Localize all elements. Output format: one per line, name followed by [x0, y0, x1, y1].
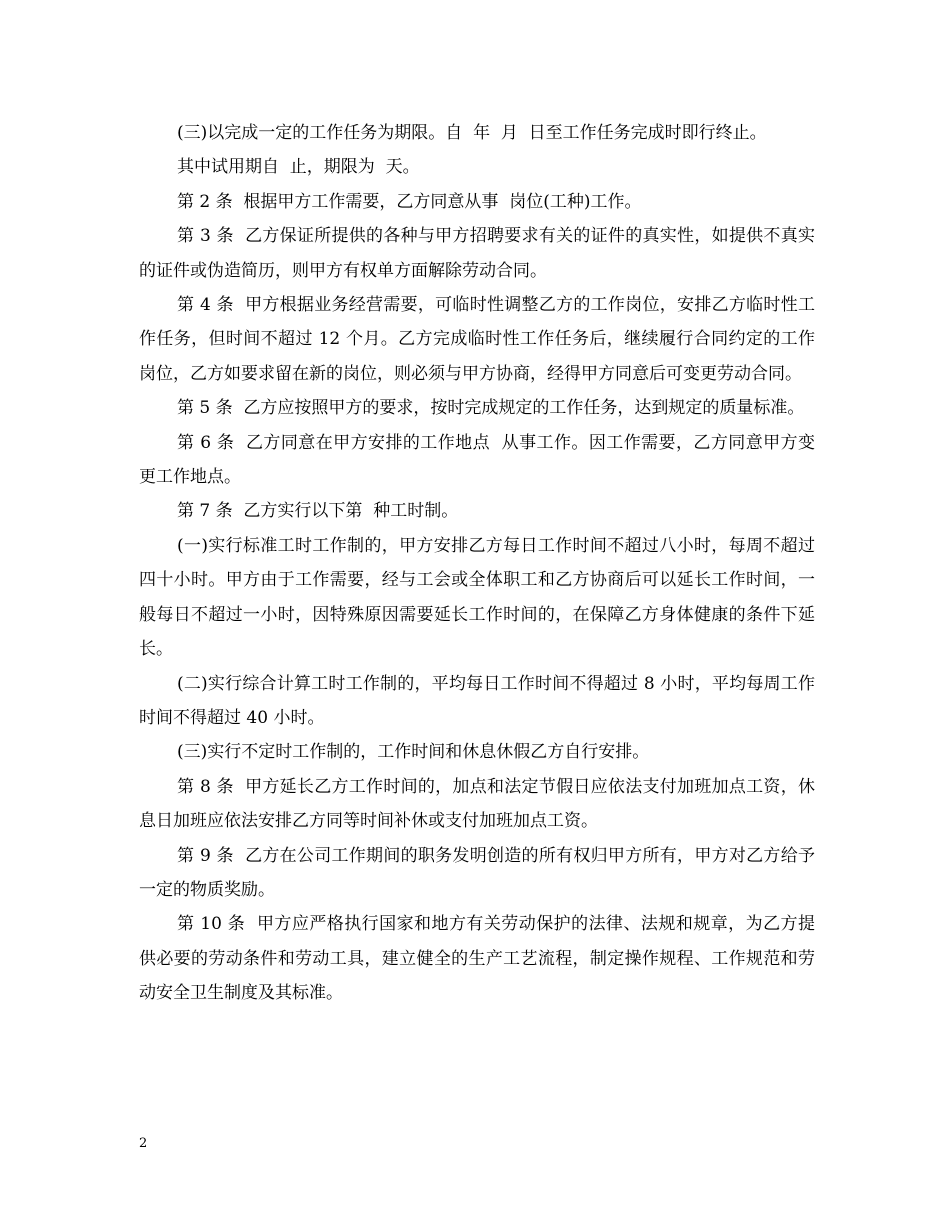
paragraph-article-8: 第 8 条 甲方延长乙方工作时间的，加点和法定节假日应依法支付加班加点工资，休息日加班应依法安排乙方同等时间补休或支付加班加点工资。 [139, 776, 815, 832]
paragraph-term-3: (三)以完成一定的工作任务为期限。自 年 月 日至工作任务完成时即行终止。 [177, 123, 767, 143]
paragraph-article-2: 第 2 条 根据甲方工作需要，乙方同意从事 岗位(工种)工作。 [177, 191, 642, 212]
paragraph-article-10: 第 10 条 甲方应严格执行国家和地方有关劳动保护的法律、法规和规章，为乙方提供必要的劳动条件和劳动工具，建立健全的生产工艺流程，制定操作规程、工作规范和劳动安全卫生制度及其标准。 [139, 914, 815, 1004]
paragraph-article-4: 第 4 条 甲方根据业务经营需要，可临时性调整乙方的工作岗位，安排乙方临时性工作任务，但时间不超过 12 个月。乙方完成临时性工作任务后，继续履行合同约定的工作岗位，乙方如要求留在新的岗位，则必须与甲方协商，经得甲方同意后可变更劳动合同。 [139, 295, 815, 384]
paragraph-comprehensive-hours: (二)实行综合计算工时工作制的，平均每日工作时间不得超过 8 小时，平均每周工作时间不得超过 40 小时。 [139, 673, 815, 728]
paragraph-article-5: 第 5 条 乙方应按照甲方的要求，按时完成规定的工作任务，达到规定的质量标准。 [177, 398, 805, 419]
paragraph-article-3: 第 3 条 乙方保证所提供的各种与甲方招聘要求有关的证件的真实性，如提供不真实的证件或伪造简历，则甲方有权单方面解除劳动合同。 [139, 226, 815, 281]
document-body [139, 116, 815, 1011]
paragraph-article-6: 第 6 条 乙方同意在甲方安排的工作地点 从事工作。因工作需要，乙方同意甲方变更工作地点。 [139, 432, 815, 488]
paragraph-standard-hours: (一)实行标准工时工作制的，甲方安排乙方每日工作时间不超过八小时，每周不超过四十小时。甲方由于工作需要，经与工会或全体职工和乙方协商后可以延长工作时间，一般每日不超过一小时，因特殊原因需要延长工作时间的，在保障乙方身体健康的条件下延长。 [139, 535, 815, 660]
paragraph-flexible-hours: (三)实行不定时工作制的，工作时间和休息休假乙方自行安排。 [177, 742, 650, 763]
paragraph-probation: 其中试用期自 止，期限为 天。 [177, 157, 420, 178]
paragraph-article-7: 第 7 条 乙方实行以下第 种工时制。 [177, 501, 459, 522]
paragraph-article-9: 第 9 条 乙方在公司工作期间的职务发明创造的所有权归甲方所有，甲方对乙方给予一定的物质奖励。 [139, 845, 815, 900]
page-number: 2 [139, 1136, 148, 1151]
